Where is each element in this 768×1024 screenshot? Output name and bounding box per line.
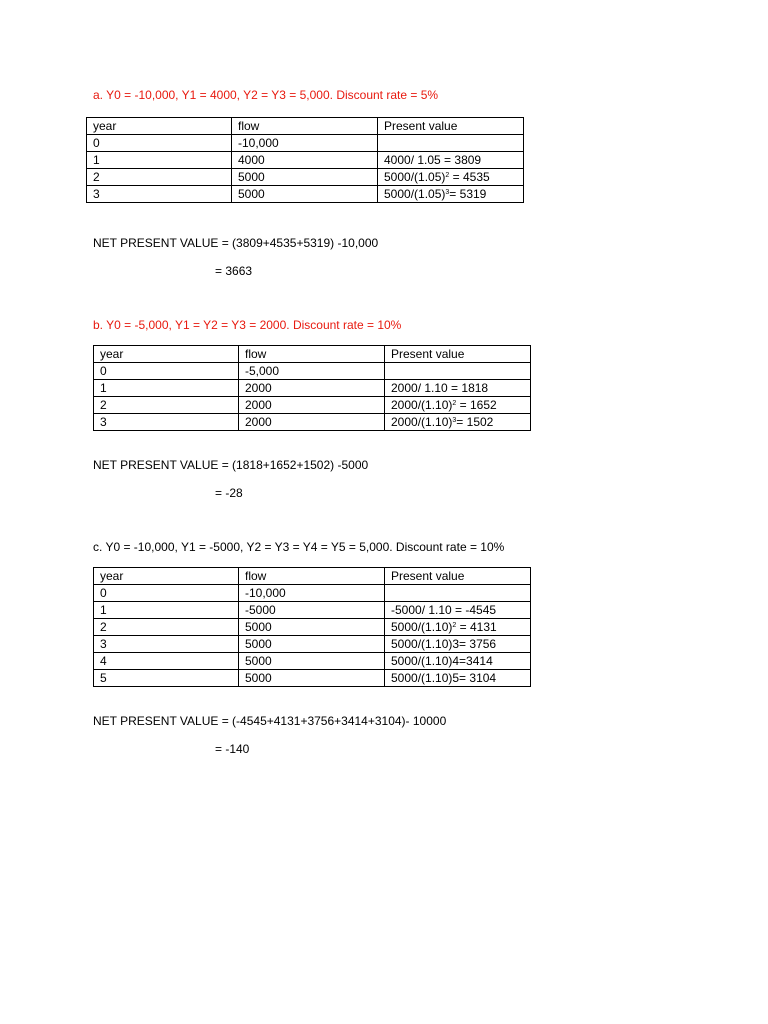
present-value-cell bbox=[385, 363, 531, 380]
table-row bbox=[94, 619, 531, 636]
present-value-cell bbox=[378, 135, 524, 152]
flow-cell: 2000 bbox=[239, 397, 385, 414]
year-cell: 0 bbox=[94, 363, 239, 380]
column-header-present-value: Present value bbox=[385, 568, 531, 585]
table-row bbox=[94, 397, 531, 414]
problem-c-npv-result: = -140 bbox=[215, 742, 250, 756]
present-value-cell: $5000/(1.05)^3= 5319$ bbox=[378, 186, 524, 203]
table-header-row bbox=[94, 346, 531, 363]
table-row bbox=[94, 670, 531, 687]
year-cell: 3 bbox=[94, 636, 239, 653]
problem-c-table bbox=[93, 567, 531, 687]
year-cell: 4 bbox=[94, 653, 239, 670]
year-cell: 3 bbox=[87, 186, 232, 203]
flow-cell: 5000 bbox=[232, 169, 378, 186]
flow-cell: 2000 bbox=[239, 380, 385, 397]
problem-a-table bbox=[86, 117, 524, 203]
flow-cell: 5000 bbox=[239, 653, 385, 670]
year-cell: 0 bbox=[87, 135, 232, 152]
problem-b-npv-formula: NET PRESENT VALUE = (1818+1652+1502) -5000 bbox=[93, 458, 369, 472]
present-value-cell: 4000/ 1.05 = 3809 bbox=[378, 152, 524, 169]
flow-cell: -10,000 bbox=[239, 585, 385, 602]
problem-a-npv-result: = 3663 bbox=[215, 264, 253, 278]
table-row bbox=[94, 585, 531, 602]
flow-cell: 5000 bbox=[239, 636, 385, 653]
present-value-cell: $2000/(1.10)^3= 1502$ bbox=[385, 414, 531, 431]
table-row bbox=[87, 186, 524, 203]
table-row bbox=[94, 380, 531, 397]
table-row bbox=[94, 602, 531, 619]
column-header-flow: flow bbox=[239, 568, 385, 585]
table-header-row bbox=[94, 568, 531, 585]
year-cell: 5 bbox=[94, 670, 239, 687]
problem-b-npv-result: = -28 bbox=[215, 486, 243, 500]
problem-b-heading: b. Y0 = -5,000, Y1 = Y2 = Y3 = 2000. Discount rate = 10% bbox=[93, 318, 402, 332]
year-cell: 0 bbox=[94, 585, 239, 602]
column-header-present-value: Present value bbox=[378, 118, 524, 135]
year-cell: 1 bbox=[87, 152, 232, 169]
table-row bbox=[87, 152, 524, 169]
year-cell: 2 bbox=[87, 169, 232, 186]
flow-cell: 4000 bbox=[232, 152, 378, 169]
column-header-year: year bbox=[94, 346, 239, 363]
table-row bbox=[87, 169, 524, 186]
problem-c-heading: c. Y0 = -10,000, Y1 = -5000, Y2 = Y3 = Y4 = Y5 = 5,000. Discount rate = 10% bbox=[93, 540, 505, 554]
year-cell: 1 bbox=[94, 602, 239, 619]
problem-a-npv-formula: NET PRESENT VALUE = (3809+4535+5319) -10,000 bbox=[93, 236, 379, 250]
column-header-year: year bbox=[94, 568, 239, 585]
table-header-row bbox=[87, 118, 524, 135]
table-row bbox=[94, 414, 531, 431]
column-header-present-value: Present value bbox=[385, 346, 531, 363]
present-value-cell: 2000/ 1.10 = 1818 bbox=[385, 380, 531, 397]
year-cell: 1 bbox=[94, 380, 239, 397]
present-value-cell bbox=[385, 585, 531, 602]
table-row bbox=[94, 363, 531, 380]
present-value-cell: 5000/(1.10)3= 3756 bbox=[385, 636, 531, 653]
column-header-flow: flow bbox=[232, 118, 378, 135]
present-value-cell: 5000/(1.10)5= 3104 bbox=[385, 670, 531, 687]
present-value-cell: $5000/(1.10)^2 = 4131$ bbox=[385, 619, 531, 636]
present-value-cell: 5000/(1.10)4=3414 bbox=[385, 653, 531, 670]
flow-cell: -10,000 bbox=[232, 135, 378, 152]
present-value-cell: -5000/ 1.10 = -4545 bbox=[385, 602, 531, 619]
column-header-flow: flow bbox=[239, 346, 385, 363]
table-row bbox=[94, 653, 531, 670]
flow-cell: -5000 bbox=[239, 602, 385, 619]
flow-cell: -5,000 bbox=[239, 363, 385, 380]
year-cell: 2 bbox=[94, 619, 239, 636]
table-row bbox=[87, 135, 524, 152]
year-cell: 2 bbox=[94, 397, 239, 414]
table-row bbox=[94, 636, 531, 653]
flow-cell: 2000 bbox=[239, 414, 385, 431]
flow-cell: 5000 bbox=[239, 619, 385, 636]
flow-cell: 5000 bbox=[239, 670, 385, 687]
column-header-year: year bbox=[87, 118, 232, 135]
problem-b-table bbox=[93, 345, 531, 431]
year-cell: 3 bbox=[94, 414, 239, 431]
problem-c-npv-formula: NET PRESENT VALUE = (-4545+4131+3756+3414+3104)- 10000 bbox=[93, 714, 447, 728]
problem-a-heading: a. Y0 = -10,000, Y1 = 4000, Y2 = Y3 = 5,000. Discount rate = 5% bbox=[93, 88, 439, 102]
present-value-cell: $2000/(1.10)^2 = 1652$ bbox=[385, 397, 531, 414]
present-value-cell: $5000/(1.05)^2 = 4535$ bbox=[378, 169, 524, 186]
flow-cell: 5000 bbox=[232, 186, 378, 203]
